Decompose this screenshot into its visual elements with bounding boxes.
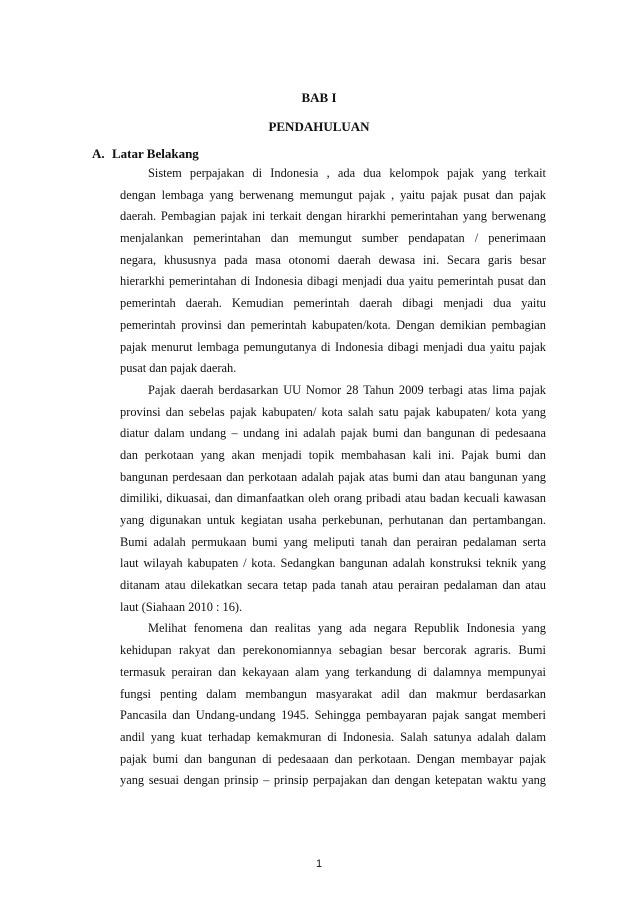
paragraph-line: Bumi adalah permukaan bumi yang meliputi tanah dan perairan pedalaman serta (120, 534, 546, 549)
paragraph-line: menjalankan pemerintahan dan memungut sumber pendapatan / penerimaan (120, 231, 546, 246)
paragraph-line: diatur dalam undang – undang ini adalah pajak bumi dan bangunan di pedesaana (120, 426, 546, 441)
paragraph-line: hierarkhi pemerintahan di Indonesia dibagi menjadi dua yaitu pemerintah pusat dan (120, 274, 546, 289)
paragraph-line: pemerintah daerah. Kemudian pemerintah daerah dibagi menjadi dua yaitu (120, 296, 546, 311)
section-heading (92, 146, 199, 162)
paragraph-line: ditanam atau dilekatkan secara tetap pada tanah atau perairan pedalaman dan atau (120, 578, 546, 593)
paragraph-line: bangunan perdesaan dan perkotaan adalah pajak atas bumi dan atau bangunan yang (120, 469, 546, 484)
paragraph-line: kehidupan rakyat dan perekonomiannya sebagian besar bercorak agraris. Bumi (120, 643, 546, 658)
body-text (120, 163, 546, 792)
section-number: A. (92, 146, 105, 161)
paragraph-line: yang sesuai dengan prinsip – prinsip perpajakan dan dengan ketepatan waktu yang (120, 773, 546, 788)
paragraph-line: fungsi penting dalam membangun masyarakat adil dan makmur berdasarkan (120, 686, 546, 701)
paragraph-line: pusat dan pajak daerah. (120, 361, 237, 376)
chapter-title: PENDAHULUAN (268, 119, 370, 134)
paragraph-line: dimiliki, dikuasai, dan dimanfaatkan oleh orang pribadi atau badan kecuali kawasan (120, 491, 546, 506)
paragraph-line: Melihat fenomena dan realitas yang ada negara Republik Indonesia yang (148, 621, 546, 636)
paragraph-line: provinsi dan sebelas pajak kabupaten/ kota salah satu pajak kabupaten/ kota yang (120, 404, 546, 419)
paragraph-line: negara, khususnya pada masa otonomi daerah dewasa ini. Secara garis besar (120, 252, 546, 267)
page-number: 1 (315, 858, 323, 870)
paragraph-line: laut (Siahaan 2010 : 16). (120, 599, 243, 614)
paragraph-line: yang digunakan untuk kegiatan usaha perkebunan, perhutanan dan pertambangan. (120, 513, 546, 527)
paragraph-line: andil yang kuat terhadap kemakmuran di Indonesia. Salah satunya adalah dalam (120, 729, 546, 744)
section-title: Latar Belakang (112, 146, 199, 161)
paragraph-line: dan perkotaan yang akan menjadi topik membahasan kali ini. Pajak bumi dan (120, 447, 546, 462)
paragraph-line: pajak menurut lembaga pemungutanya di Indonesia dibagi menjadi dua yaitu pajak (120, 339, 546, 354)
paragraph-line: Sistem perpajakan di Indonesia , ada dua kelompok pajak yang terkait (148, 166, 546, 180)
chapter-number: BAB I (301, 90, 337, 105)
paragraph-line: termasuk perairan dan kekayaan alam yang terkandung di dalamnya mempunyai (120, 664, 546, 679)
paragraph-line: pajak bumi dan bangunan di pedesaaan dan perkotaan. Dengan membayar pajak (120, 751, 546, 766)
paragraph-line: daerah. Pembagian pajak ini terkait dengan hirarkhi pemerintahan yang berwenang (120, 209, 546, 224)
paragraph-line: Pajak daerah berdasarkan UU Nomor 28 Tahun 2009 terbagi atas lima pajak (148, 382, 546, 397)
paragraph-line: Pancasila dan Undang-undang 1945. Sehingga pembayaran pajak sangat memberi (120, 708, 546, 723)
paragraph-line: laut wilayah kabupaten / kota. Sedangkan bangunan adalah konstruksi teknik yang (120, 556, 546, 571)
paragraph-line: dengan lembaga yang berwenang memungut pajak , yaitu pajak pusat dan pajak (120, 187, 546, 202)
paragraph-line: pemerintah provinsi dan pemerintah kabupaten/kota. Dengan demikian pembagian (120, 317, 546, 332)
